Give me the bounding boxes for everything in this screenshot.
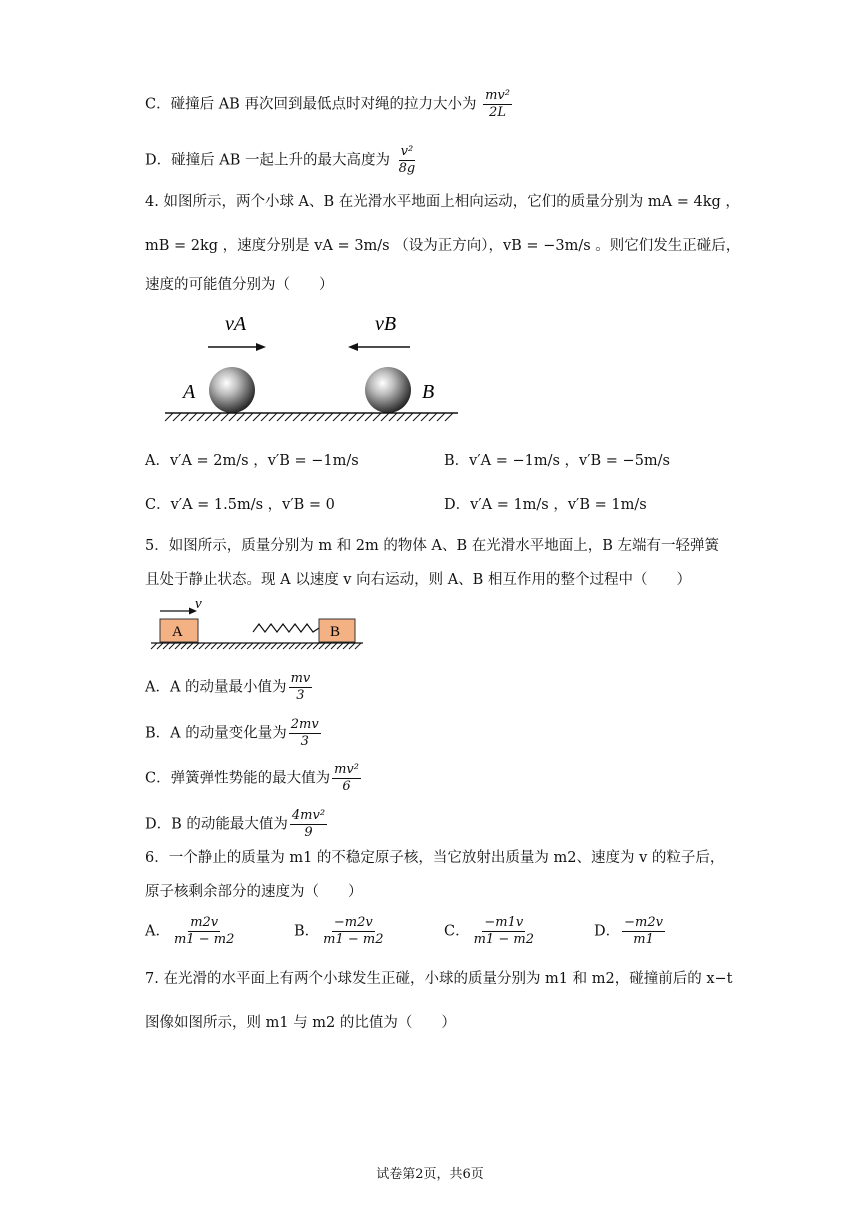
q6-option-b: B． $\frac{-m2v}{m1 - m2}$ [294, 915, 384, 947]
fraction: $\frac{\text{mv²}}{2L}$ [485, 88, 510, 120]
q6-stem-line2: 原子核剩余部分的速度为（ ） [145, 884, 363, 900]
q3-option-c: C．碰撞后 AB 再次回到最低点时对绳的拉力大小为 $\frac{\text{mv²}}{2L}$ [145, 88, 510, 120]
q6-stem-line1: 6．一个静止的质量为 m1 的不稳定原子核，当它放射出质量为 m2、速度为 v 的粒子后， [145, 850, 725, 866]
velocity-label-a: vA [225, 313, 247, 335]
fraction: $\frac{2mv}{3}$ [290, 717, 319, 749]
page-footer: 试卷第2页，共6页 [376, 1167, 484, 1182]
q4-stem-line2: mB = 2kg ，速度分别是 vA = 3m/s （设为正方向），vB = −3m/s 。则它们发生正碰后， [145, 238, 741, 254]
velocity-label-v: v [195, 596, 202, 612]
q6-option-c: C． $\frac{-m1v}{m1 - m2}$ [444, 915, 534, 947]
q6-option-a: A． $\frac{m2v}{m1 - m2}$ [145, 915, 235, 947]
ball-a [209, 367, 255, 413]
ball-a-label: A [183, 381, 196, 403]
fraction: $\frac{\text{mv²}}{6}$ [334, 762, 359, 794]
q4-option-b: B．v′A = −1m/s ，v′B = −5m/s [444, 453, 670, 469]
q4-option-c: C．v′A = 1.5m/s ，v′B = 0 [145, 497, 335, 513]
ball-b [365, 367, 411, 413]
fraction: $\frac{\text{v²}}{8g}$ [398, 144, 416, 176]
q4-stem-line3: 速度的可能值分别为（ ） [145, 277, 334, 293]
q4-option-a: A．v′A = 2m/s ，v′B = −1m/s [145, 453, 359, 469]
ball-b-label: B [422, 381, 435, 403]
q3-option-d: D．碰撞后 AB 一起上升的最大高度为 $\frac{\text{v²}}{8g}$ [145, 144, 416, 176]
block-a-label: A [172, 624, 183, 640]
ground-hatch [165, 413, 453, 421]
q4-stem-line1: 4. 如图所示，两个小球 A、B 在光滑水平地面上相向运动，它们的质量分别为 mA = 4kg ， [145, 194, 740, 210]
ground-hatch [151, 643, 361, 649]
fraction: $\frac{-m2v}{m1}$ [624, 915, 663, 947]
q5-option-c: C．弹簧弹性势能的最大值为 $\frac{\text{mv²}}{6}$ [145, 762, 359, 794]
q4-figure [160, 305, 465, 430]
q6-option-d: D． $\frac{-m2v}{m1}$ [594, 915, 663, 947]
q5-stem-line1: 5．如图所示，质量分别为 m 和 2m 的物体 A、B 在光滑水平地面上，B 左端有一轻弹簧 [145, 538, 719, 554]
block-b-label: B [330, 624, 341, 640]
fraction: $\frac{m2v}{m1 - m2}$ [173, 915, 235, 947]
fraction: $\frac{\text{4mv²}}{9}$ [291, 808, 326, 840]
spring [253, 624, 319, 632]
fraction: $\frac{-m2v}{m1 - m2}$ [323, 915, 384, 947]
q5-option-d: D．B 的动能最大值为 $\frac{\text{4mv²}}{9}$ [145, 808, 326, 840]
q5-option-b: B．A 的动量变化量为 $\frac{2mv}{3}$ [145, 717, 319, 749]
q4-option-d: D．v′A = 1m/s ，v′B = 1m/s [444, 497, 647, 513]
fraction: $\frac{-m1v}{m1 - m2}$ [473, 915, 534, 947]
fraction: $\frac{mv}{3}$ [290, 671, 311, 703]
q7-stem-line2: 图像如图所示，则 m1 与 m2 的比值为（ ） [145, 1015, 456, 1031]
q5-figure [148, 596, 368, 658]
velocity-label-b: vB [375, 313, 397, 335]
q5-option-a: A．A 的动量最小值为 $\frac{mv}{3}$ [145, 671, 311, 703]
q7-stem-line1: 7. 在光滑的水平面上有两个小球发生正碰，小球的质量分别为 m1 和 m2，碰撞前后的 x−t [145, 971, 733, 987]
q5-stem-line2: 且处于静止状态。现 A 以速度 v 向右运动，则 A、B 相互作用的整个过程中（ ） [145, 572, 691, 588]
